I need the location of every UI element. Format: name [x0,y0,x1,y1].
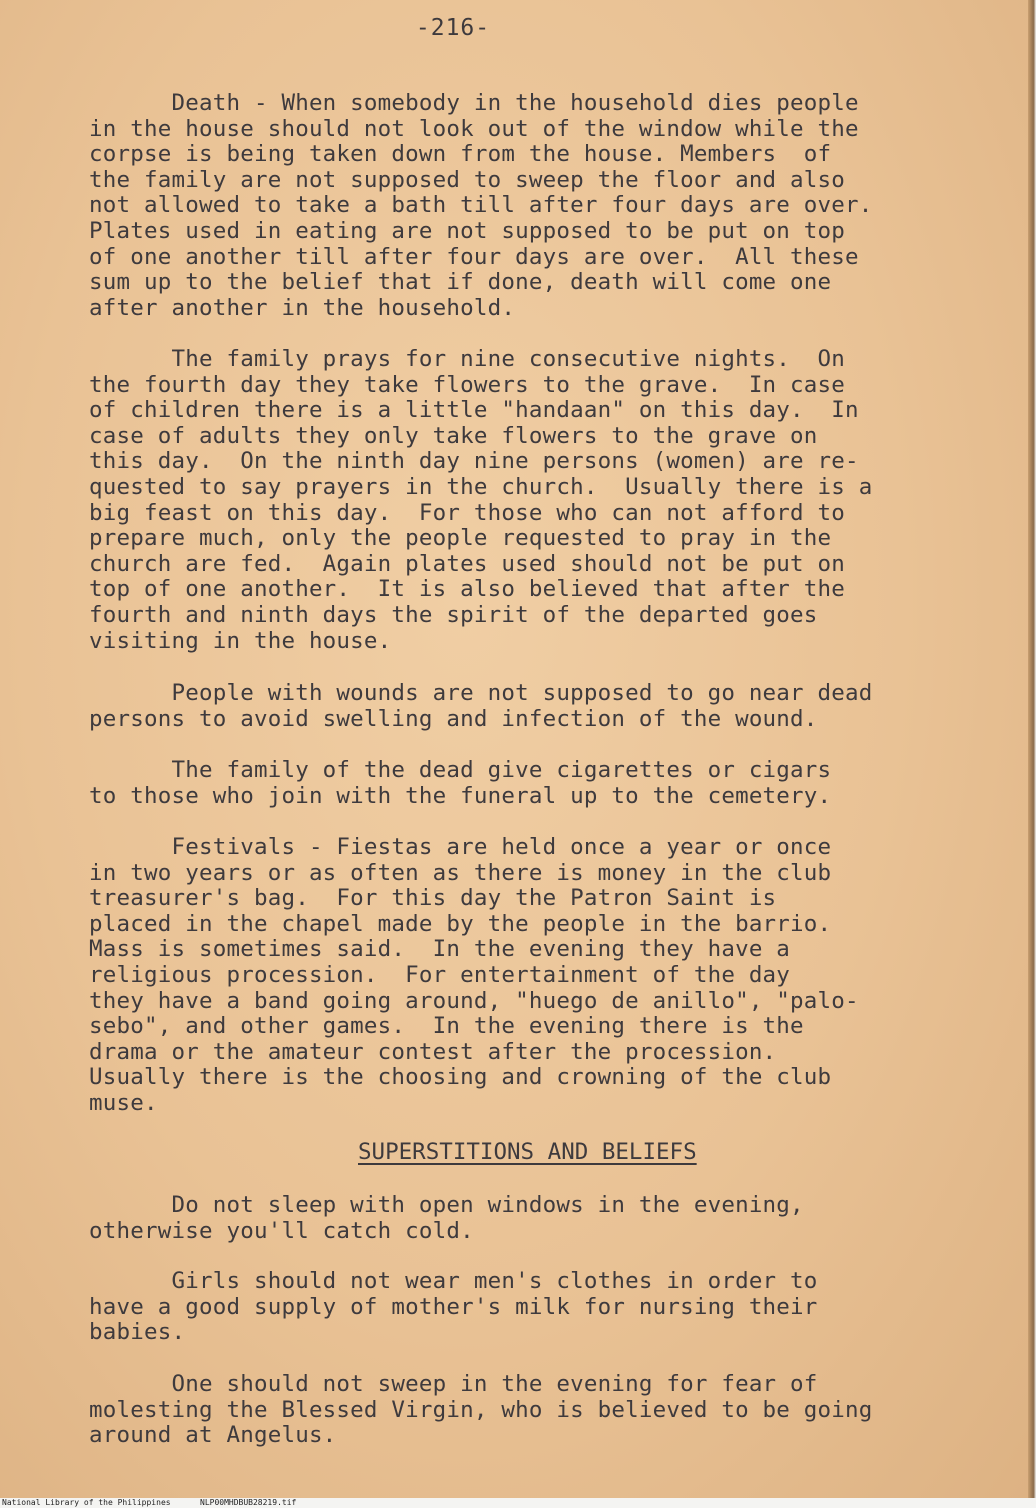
page-edge-shadow [1028,0,1036,1498]
paragraph-wounds: People with wounds are not supposed to go near dead persons to avoid swelling and infection of the wound. [89,680,873,732]
page-number: -216- [415,15,491,41]
section-heading: SUPERSTITIONS AND BELIEFS [358,1139,697,1165]
footer-source: National Library of the Philippines [2,1498,171,1507]
paragraph-nine-nights: The family prays for nine consecutive nights. On the fourth day they take flowers to the grave. In case of children there is a little "handaan" on this day. In case of adults they only take flowers to the grave on this day. On the ninth day nine persons (women) are re- quested to say prayers in the church. Usually there is a big feast on this day. For those who can not afford to prepare much, only the people requested to pray in the church are fed. Again plates used should not be put on top of one another. It is also believed that after the fourth and ninth days the spirit of the departed goes visiting in the house. [89,346,873,654]
footer-file-id: NLP00MHDBUB28219.tif [200,1498,297,1507]
scan-footer [0,1498,1036,1508]
paragraph-death: Death - When somebody in the household dies people in the house should not look out of the window while the corpse is being taken down from the house. Members of the family are not supposed to sweep the floor and also not allowed to take a bath till after four days are over. Plates used in eating are not supposed to be put on top of one another till after four days are over. All these sum up to the belief that if done, death will come one after another in the household. [89,90,873,321]
belief-sweep-evening: One should not sweep in the evening for fear of molesting the Blessed Virgin, who is believed to be going around at Angelus. [89,1371,873,1449]
belief-mens-clothes: Girls should not wear men's clothes in order to have a good supply of mother's milk for nursing their babies. [89,1268,818,1346]
paragraph-cigarettes: The family of the dead give cigarettes or cigars to those who join with the funeral up to the cemetery. [89,757,832,809]
paragraph-festivals: Festivals - Fiestas are held once a year or once in two years or as often as there is money in the club treasurer's bag. For this day the Patron Saint is placed in the chapel made by the people in the barrio. Mass is sometimes said. In the evening they have a religious procession. For entertainment of the day they have a band going around, "huego de anillo", "palo- sebo", and other games. In the evening there is the drama or the amateur contest after the procession. Usually there is the choosing and crowning of the club muse. [89,834,859,1116]
belief-open-windows: Do not sleep with open windows in the evening, otherwise you'll catch cold. [89,1192,804,1244]
